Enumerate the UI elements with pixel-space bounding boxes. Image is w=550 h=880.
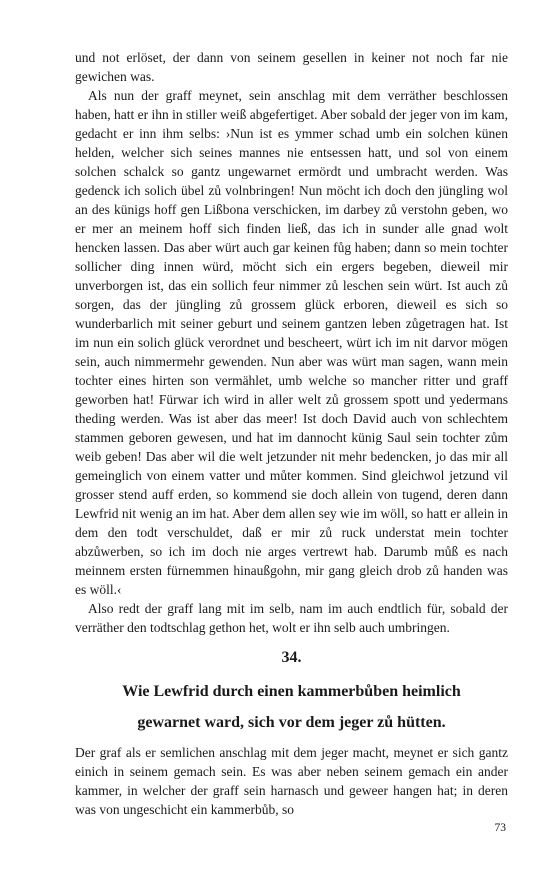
page-number: 73: [494, 822, 506, 834]
chapter-title-line-1: Wie Lewfrid durch einen kammerbůben heimlich: [122, 683, 461, 700]
paragraph-count-decision: Also redt der graff lang mit im selb, nam im auch endtlich für, sobald der verräther den todtschlag gethon het, wolt er ihn selb auch umbringen.: [75, 601, 508, 635]
chapter-body-text: [75, 743, 508, 819]
chapter-paragraph: Der graf als er semlichen anschlag mit dem jeger macht, meynet er sich gantz einich in seinem gemach sein. Es was aber neben seinem gemach ein ander kammer, in welcher der graff sein harnasch und geweer hangen hat; in deren was von ungeschicht ein kammerbůb, so: [75, 745, 508, 817]
paragraph-continuation: und not erlöset, der dann von seinem gesellen in keiner not noch far nie gewichen was.: [75, 50, 508, 84]
paragraph-count-monologue: Als nun der graff meynet, sein anschlag mit dem verräther beschlossen haben, hatt er ihn in stiller weiß abgefertiget. Aber sobald der jeger von im kam, gedacht er inn ihm selbs: ›Nun ist es ymmer schad umb ein solchen künen helden, welcher sich seines mannes nie entsessen hatt, und sol von einem solchen schalck so gantz ungewarnet ermördt und umbracht werden. Was gedenck ich solich übel zů volnbringen! Nun möcht ich doch den jüngling wol an des künigs hoff gen Lißbona verschicken, im darbey zů verstohn geben, wo er mer an meinem hoff sich finden ließ, das ich in sunder alle gnad wolt hencken lassen. Das aber würt auch gar keinen fůg haben; dann so mein tochter sollicher ding innen würd, möcht sich ein ergers begeben, dieweil mir unverborgen ist, das ein sollich feur nimmer zů leschen sein würt. Ist auch zů sorgen, das der jüngling zů grossem glück erboren, dieweil es sich so wunderbarlich mit seiner geburt und seinem gantzen leben zůgetragen hat. Ist im nun ein solich glück verordnet und bescheert, würt ich im nit darvor mögen sein, auch nimmermehr gewenden. Nun aber was würt man sagen, wann mein tochter eines hirten son vermählet, umb welche so mancher ritter und graff geworben hat! Fürwar ich wird in aller welt zů grossem spott und yedermans theding werden. Was ist aber das meer! Ist doch David auch von schlechtem stammen geboren gewesen, und hat im dannocht künig Saul sein tochter zům weib geben! Das aber wil die welt jetzunder nit mehr bedencken, jo das mir all gemeinglich von einem vatter und můter kommen. Sind gleichwol jetzund vil grosser stend auff erden, so kommend sie doch allein von tugend, deren dann Lewfrid nit wenig an im hat. Aber dem allen sey wie im wöll, so hatt er allein in dem den todt verschuldet, daß er mir zů ruck understat mein tochter abzůwerben, so ich im doch nie arges vertrewt hab. Darumb můß es nach meinnem ersten fürnemmen hinaußgohn, mir gang gleich drob zů handen was es wöll.‹: [75, 88, 509, 597]
chapter-number: 34.: [281, 649, 302, 666]
body-text: [75, 48, 508, 637]
chapter-title-line-2: gewarnet ward, sich vor dem jeger zů hütten.: [137, 714, 446, 731]
